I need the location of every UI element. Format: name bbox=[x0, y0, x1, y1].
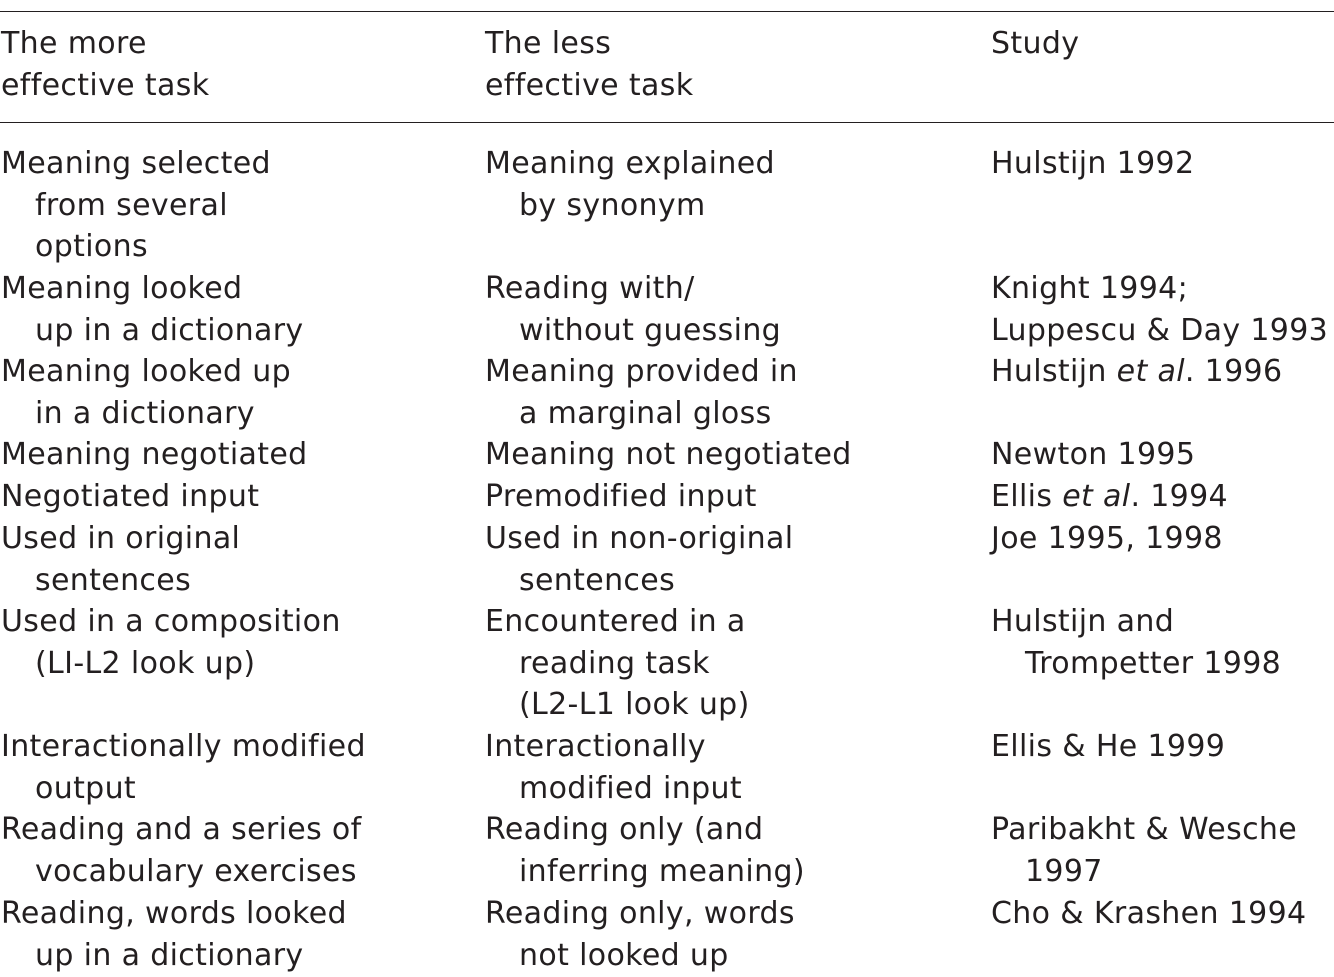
table-row-study bbox=[991, 809, 1297, 892]
cell-text: Cho & Krashen 1994 bbox=[991, 896, 1307, 931]
cell-text: modified input bbox=[519, 770, 742, 806]
cell-text: Paribakht & Wesche bbox=[991, 812, 1298, 847]
table-row-less bbox=[485, 351, 798, 434]
table-row-study bbox=[991, 893, 1306, 935]
cell-text: Meaning provided in bbox=[485, 354, 798, 389]
cell-text: sentences bbox=[35, 562, 192, 598]
table-row-more bbox=[1, 809, 362, 892]
cell-text bbox=[991, 476, 1228, 518]
cell-text: Trompetter 1998 bbox=[1025, 645, 1282, 681]
table-row-more bbox=[1, 268, 304, 351]
cell-text bbox=[991, 351, 1282, 393]
header-less-effective bbox=[485, 23, 693, 106]
table-row-more bbox=[1, 434, 308, 476]
cell-text: in a dictionary bbox=[35, 395, 255, 431]
table-row-more bbox=[1, 726, 366, 809]
table-row-more bbox=[1, 143, 271, 268]
header-more-effective bbox=[1, 23, 209, 106]
cell-text: Ellis & He 1999 bbox=[991, 729, 1226, 764]
table-row-more bbox=[1, 893, 347, 976]
table-row-study bbox=[991, 434, 1195, 476]
table-row-less bbox=[485, 268, 781, 351]
cell-text: Knight 1994; bbox=[991, 271, 1189, 306]
cell-text: from several bbox=[35, 187, 228, 223]
cell-text: up in a dictionary bbox=[35, 937, 304, 973]
cell-text: Meaning looked bbox=[1, 271, 243, 306]
cell-text: (LI-L2 look up) bbox=[35, 645, 256, 681]
cell-text: Meaning negotiated bbox=[1, 437, 308, 472]
table-row-less bbox=[485, 601, 750, 726]
cell-text-part: Ellis bbox=[991, 479, 1063, 514]
cell-text: Reading with/ bbox=[485, 271, 695, 306]
header-rule bbox=[0, 122, 1334, 123]
table-row-study bbox=[991, 268, 1328, 351]
header-text: effective task bbox=[1, 67, 210, 103]
cell-text: Reading only (and bbox=[485, 812, 764, 847]
cell-text: Hulstijn 1992 bbox=[991, 146, 1195, 181]
cell-text: 1997 bbox=[1025, 853, 1103, 889]
table-row-study bbox=[991, 726, 1225, 768]
cell-text: Meaning explained bbox=[485, 146, 775, 181]
table-row-less bbox=[485, 518, 793, 601]
cell-text: options bbox=[35, 229, 148, 264]
table-row-more bbox=[1, 351, 291, 434]
cell-text: sentences bbox=[519, 562, 676, 598]
cell-text-part: . 1994 bbox=[1130, 479, 1228, 514]
cell-text-part: . 1996 bbox=[1184, 354, 1283, 389]
header-text: The more bbox=[1, 26, 147, 61]
cell-text: Encountered in a bbox=[485, 604, 746, 639]
table-row-study bbox=[991, 518, 1223, 560]
header-text: The less bbox=[485, 26, 612, 61]
table-row-less bbox=[485, 893, 795, 976]
cell-text: Newton 1995 bbox=[991, 437, 1196, 472]
table-row-study bbox=[991, 351, 1282, 393]
cell-text: Reading only, words bbox=[485, 896, 795, 931]
cell-text: Luppescu & Day 1993 bbox=[991, 312, 1329, 348]
table-row-study bbox=[991, 476, 1228, 518]
cell-text: by synonym bbox=[519, 187, 706, 223]
cell-text: up in a dictionary bbox=[35, 312, 304, 348]
cell-text: Meaning looked up bbox=[1, 354, 292, 389]
table-row-less bbox=[485, 143, 775, 226]
table-row-study bbox=[991, 143, 1194, 185]
cell-text: inferring meaning) bbox=[519, 853, 805, 889]
cell-text: without guessing bbox=[519, 312, 782, 348]
table-row-study bbox=[991, 601, 1281, 684]
cell-text: Interactionally modified bbox=[1, 729, 366, 764]
cell-text: Reading and a series of bbox=[1, 812, 362, 847]
table-top-rule bbox=[0, 11, 1334, 12]
cell-text: Reading, words looked bbox=[1, 896, 347, 931]
header-study bbox=[991, 23, 1079, 65]
cell-text: Premodified input bbox=[485, 479, 757, 514]
table-row-less bbox=[485, 809, 805, 892]
cell-text-italic: et al bbox=[1062, 479, 1131, 514]
cell-text-part: Hulstijn bbox=[991, 354, 1117, 389]
table-row-less bbox=[485, 476, 757, 518]
cell-text: Meaning not negotiated bbox=[485, 437, 852, 472]
cell-text: Negotiated input bbox=[1, 479, 260, 514]
table-row-more bbox=[1, 518, 240, 601]
header-text: effective task bbox=[485, 67, 694, 103]
cell-text: Interactionally bbox=[485, 729, 706, 764]
table-row-less bbox=[485, 434, 852, 476]
cell-text: Used in a composition bbox=[1, 604, 341, 639]
cell-text: Meaning selected bbox=[1, 146, 271, 181]
cell-text: Used in non-original bbox=[485, 521, 794, 556]
cell-text: not looked up bbox=[519, 937, 729, 973]
header-text: Study bbox=[991, 26, 1080, 61]
cell-text: a marginal gloss bbox=[519, 395, 772, 431]
table-row-more bbox=[1, 476, 259, 518]
cell-text: output bbox=[35, 770, 137, 806]
cell-text: Joe 1995, 1998 bbox=[991, 521, 1223, 556]
cell-text: Used in original bbox=[1, 521, 241, 556]
cell-text: Hulstijn and bbox=[991, 604, 1175, 639]
cell-text: (L2-L1 look up) bbox=[519, 687, 750, 722]
table-row-more bbox=[1, 601, 341, 684]
cell-text: reading task bbox=[519, 645, 710, 681]
table-row-less bbox=[485, 726, 742, 809]
cell-text-italic: et al bbox=[1116, 354, 1185, 389]
cell-text: vocabulary exercises bbox=[35, 853, 357, 889]
